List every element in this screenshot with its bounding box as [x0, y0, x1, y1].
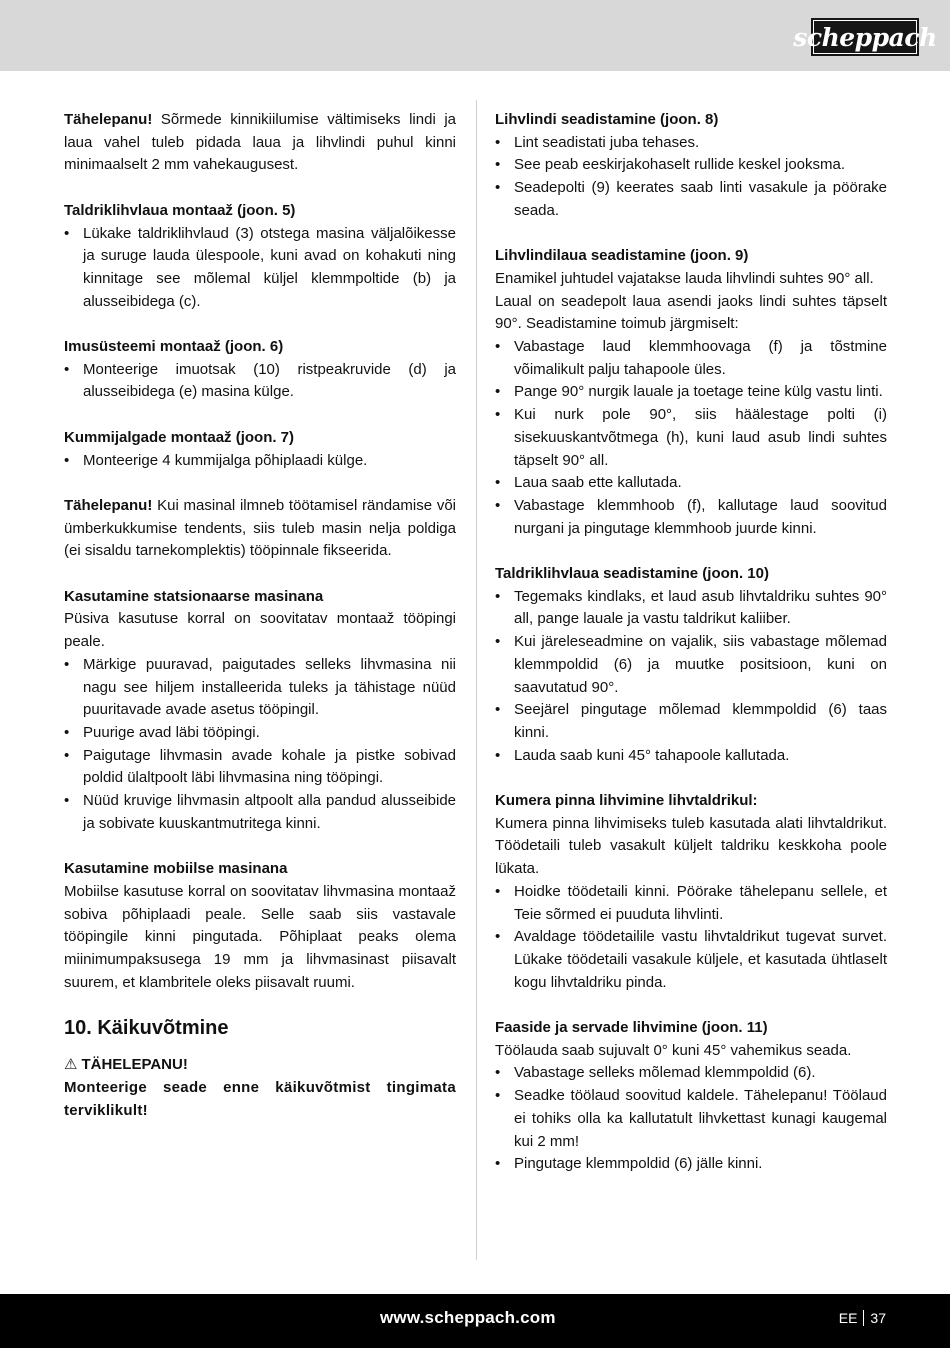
- list-item: • See peab eeskirjakohaselt rullide keskel jooksma.: [495, 154, 887, 177]
- list-convex-sanding: [495, 881, 887, 995]
- column-divider: [476, 100, 477, 1260]
- belt-table-text-1: Enamikel juhtudel vajatakse lauda lihvlindi suhtes 90° all.: [495, 269, 874, 287]
- attention-label: Tähelepanu!: [64, 111, 153, 128]
- heading-suction-mount: Imusüsteemi montaaž (joon. 6): [64, 338, 284, 355]
- list-item: • Monteerige imuotsak (10) ristpeakruvide (d) ja alusseibidega (e) masina külge.: [64, 359, 456, 404]
- list-belt-adjust: [495, 132, 887, 223]
- list-item: • Lauda saab kuni 45° tahapoole kallutada.: [495, 745, 887, 768]
- attention-paragraph: [64, 109, 456, 177]
- list-item: • Vabastage laud klemmhoovaga (f) ja tõstmine võimalikult palju tahapoole üles.: [495, 336, 887, 381]
- right-column: [495, 109, 887, 1176]
- list-item: • Märkige puuravad, paigutades selleks lihvmasina nii nagu see hiljem installeerida tuleks ja tähistage nüüd puuritavade avade asetus tööpingil.: [64, 654, 456, 722]
- list-item: • Lint seadistati juba tehases.: [495, 132, 887, 155]
- list-item: • Hoidke töödetaili kinni. Pöörake tähelepanu sellele, et Teie sõrmed ei puuduta lihvlinti.: [495, 881, 887, 926]
- list-item: • Seejärel pingutage mõlemad klemmpoldid (6) taas kinni.: [495, 699, 887, 744]
- warning-text: Monteerige seade enne käikuvõtmist tingimata terviklikult!: [64, 1079, 456, 1119]
- list-item: • Paigutage lihvmasin avade kohale ja pistke sobivad poldid ülaltpoolt läbi lihvmasina ning tööpingi.: [64, 745, 456, 790]
- footer-url[interactable]: www.scheppach.com: [380, 1308, 556, 1327]
- list-item: • Avaldage töödetailile vastu lihvtaldrikut tugevat survet. Lükake töödetaili vasakule küljele, et kasutada ühtlaselt kogu lihvtaldriku pinda.: [495, 926, 887, 994]
- bevel-text: Töölauda saab sujuvalt 0° kuni 45° vahemikus seada.: [495, 1041, 852, 1059]
- list-rubber-feet: [64, 450, 456, 473]
- list-taldrik-mount: [64, 223, 456, 314]
- list-suction-mount: [64, 359, 456, 404]
- attention-paragraph-2: [64, 495, 456, 563]
- attention-text: Kui masinal ilmneb töötamisel rändamise või ümberkukkumise tendents, siis tuleb masin nelja poldiga (ei sisaldu tarnekomplektis) tööpinnale fikseerida.: [64, 496, 456, 560]
- list-item: • Kui nurk pole 90°, siis häälestage polti (i) sisekuuskantvõtmega (h), kuni laud asub lindi suhtes täpselt 90° all.: [495, 404, 887, 472]
- heading-belt-adjust: Lihvlindi seadistamine (joon. 8): [495, 111, 719, 128]
- section-title: 10. Käikuvõtmine: [64, 1017, 229, 1040]
- belt-table-text-2: Laual on seadepolt laua asendi jaoks lindi suhtes täpselt 90°. Seadistamine toimub järgmiselt:: [495, 292, 887, 333]
- warning-heading: [64, 1054, 456, 1077]
- stationary-text: Püsiva kasutuse korral on soovitatav montaaž tööpingi peale.: [64, 610, 456, 651]
- mobile-text: Mobiilse kasutuse korral on soovitatav lihvmasina montaaž sobiva põhiplaadi peale. Selle saab siis vastavale tööpingile kinni pingutada. Põhiplaat peaks olema miinimumpaksusega 19 mm ja lihvmasinast piisavalt suurem, et klambritele oleks piisavalt ruumi.: [64, 882, 456, 991]
- warning-icon: ⚠: [64, 1056, 78, 1074]
- heading-convex-sanding: Kumera pinna lihvimine lihvtaldrikul:: [495, 792, 758, 810]
- page-indicator: [839, 1310, 886, 1326]
- list-item: • Laua saab ette kallutada.: [495, 472, 887, 495]
- heading-belt-table-adjust: Lihvlindilaua seadistamine (joon. 9): [495, 247, 749, 265]
- list-stationary-use: [64, 654, 456, 836]
- heading-bevel-sanding: Faaside ja servade lihvimine (joon. 11): [495, 1019, 768, 1037]
- heading-taldrik-mount: Taldriklihvlaua montaaž (joon. 5): [64, 201, 296, 219]
- list-belt-table-adjust: [495, 336, 887, 540]
- convex-text: Kumera pinna lihvimiseks tuleb kasutada alati lihvtaldrikut. Töödetaili tuleb vasakult küljelt taldriku keskkoha poole lükata.: [495, 814, 887, 878]
- header-bar: [0, 0, 950, 71]
- list-item: • Seadke töölaud soovitud kaldele. Tähelepanu! Töölaud ei tohiks olla ka kallutatult lihvkettast kunagi kaugemal kui 2 mm!: [495, 1085, 887, 1153]
- language-code: EE: [838, 1310, 858, 1326]
- list-item: • Lükake taldriklihvlaud (3) otstega masina väljalõikesse ja suruge lauda ülespoole, kuni avad on kohakuti ning kinnitage see mõlemal küljel klemmpoltide (b) ja alusseibidega (c).: [64, 223, 456, 314]
- list-item: • Pange 90° nurgik lauale ja toetage teine külg vastu linti.: [495, 381, 887, 404]
- heading-disc-table-adjust: Taldriklihvlaua seadistamine (joon. 10): [495, 565, 769, 583]
- list-item: • Vabastage klemmhoob (f), kallutage laud soovitud nurgani ja pingutage klemmhoob juurde kinni.: [495, 495, 887, 540]
- heading-rubber-feet: Kummijalgade montaaž (joon. 7): [64, 428, 295, 446]
- warning-title: TÄHELEPANU!: [81, 1056, 188, 1074]
- list-bevel-sanding: [495, 1062, 887, 1176]
- list-item: • Vabastage selleks mõlemad klemmpoldid (6).: [495, 1062, 887, 1085]
- heading-mobile-use: Kasutamine mobiilse masinana: [64, 860, 288, 878]
- list-item: • Pingutage klemmpoldid (6) jälle kinni.: [495, 1153, 887, 1176]
- footer-bar: [0, 1294, 950, 1348]
- page-number: 37: [870, 1310, 886, 1326]
- list-item: • Monteerige 4 kummijalga põhiplaadi külge.: [64, 450, 456, 473]
- attention-label: Tähelepanu!: [64, 496, 153, 514]
- left-column: [64, 109, 456, 1122]
- brand-logo: scheppach: [811, 18, 919, 56]
- list-item: • Puurige avad läbi tööpingi.: [64, 722, 456, 745]
- attention-text: Sõrmede kinnikiilumise vältimiseks lindi ja laua vahel tuleb pidada laua ja lihvlindi puhul kinni minimaalselt 2 mm vahekaugusest.: [64, 111, 456, 174]
- list-item: • Nüüd kruvige lihvmasin altpoolt alla pandud alusseibide ja sobivate kuuskantmutritega kinni.: [64, 790, 456, 835]
- heading-stationary-use: Kasutamine statsionaarse masinana: [64, 587, 324, 605]
- list-item: • Tegemaks kindlaks, et laud asub lihvtaldriku suhtes 90° all, pange lauale ja vastu taldrikut kaliiber.: [495, 586, 887, 631]
- list-item: • Seadepolti (9) keerates saab linti vasakule ja pöörake seada.: [495, 177, 887, 222]
- page-separator: [863, 1310, 864, 1326]
- list-disc-table-adjust: [495, 586, 887, 768]
- list-item: • Kui järeleseadmine on vajalik, siis vabastage mõlemad klemmpoldid (6) ja muutke positsioon, kuni on saavutatud 90°.: [495, 631, 887, 699]
